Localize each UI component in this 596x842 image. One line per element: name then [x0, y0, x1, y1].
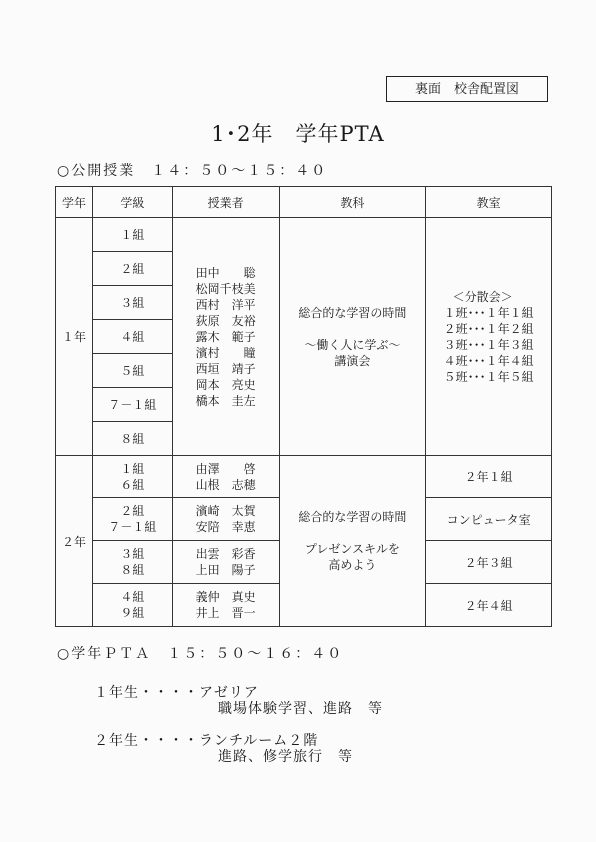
teacher-cell: 出雲 彩香 上田 陽子 — [172, 541, 279, 584]
subject-cell: 総合的な学習の時間 プレゼンスキルを 高めよう — [279, 456, 426, 627]
class-cell: ３組 ８組 — [92, 541, 172, 584]
room-list: ＜分散会＞ １班･･･１年１組 ２班･･･１年２組 ３班･･･１年３組 ４班･･･１年４組 ５班･･･１年５組 — [426, 218, 552, 456]
grade-cell: ２年 — [56, 456, 93, 627]
back-side-label: 裏面 校舎配置図 — [386, 76, 548, 102]
room-cell: ２年１組 — [426, 456, 552, 498]
subject-cell: 総合的な学習の時間 ～働く人に学ぶ～ 講演会 — [279, 218, 426, 456]
teacher-cell: 由澤 啓 山根 志穂 — [172, 456, 279, 498]
section-open-class-heading: ○公開授業 １４：５０～１５：４０ — [57, 163, 328, 179]
schedule-table — [55, 186, 552, 627]
teacher-cell: 濱崎 太賀 安陪 幸恵 — [172, 498, 279, 541]
pta-grade1-topics: 職場体験学習、進路 等 — [218, 701, 383, 717]
table-row — [56, 456, 552, 498]
teacher-list: 田中 聡 松岡千枝美 西村 洋平 荻原 友裕 露木 範子 濱村 瞳 西垣 靖子 岡本 亮史 橋本 圭左 — [172, 218, 279, 456]
header-class: 学級 — [92, 187, 172, 218]
room-cell: ２年３組 — [426, 541, 552, 584]
section-grade-pta-heading: ○学年ＰＴＡ １５：５０～１６：４０ — [57, 646, 344, 662]
table-header-row — [56, 187, 552, 218]
class-cell: ８組 — [92, 422, 172, 456]
room-cell: ２年４組 — [426, 584, 552, 627]
header-room: 教室 — [426, 187, 552, 218]
room-cell: コンピュータ室 — [426, 498, 552, 541]
page-title: 1･2年 学年PTA — [211, 122, 385, 146]
class-cell: ４組 ９組 — [92, 584, 172, 627]
class-cell: １組 — [92, 218, 172, 252]
class-cell: １組 ６組 — [92, 456, 172, 498]
teacher-cell: 義仲 真史 井上 晋一 — [172, 584, 279, 627]
class-cell: ２組 — [92, 252, 172, 286]
header-grade: 学年 — [56, 187, 93, 218]
class-cell: ５組 — [92, 354, 172, 388]
header-subject: 教科 — [279, 187, 426, 218]
table-row — [56, 218, 552, 252]
pta-grade2-venue: ２年生・・・・ランチルーム２階 — [94, 733, 319, 749]
class-cell: ３組 — [92, 286, 172, 320]
class-cell: ２組 ７－１組 — [92, 498, 172, 541]
grade-cell: １年 — [56, 218, 93, 456]
pta-grade2-topics: 進路、修学旅行 等 — [218, 749, 353, 765]
class-cell: ７－１組 — [92, 388, 172, 422]
class-cell: ４組 — [92, 320, 172, 354]
header-teacher: 授業者 — [172, 187, 279, 218]
pta-grade1-venue: １年生・・・・アゼリア — [94, 685, 259, 701]
